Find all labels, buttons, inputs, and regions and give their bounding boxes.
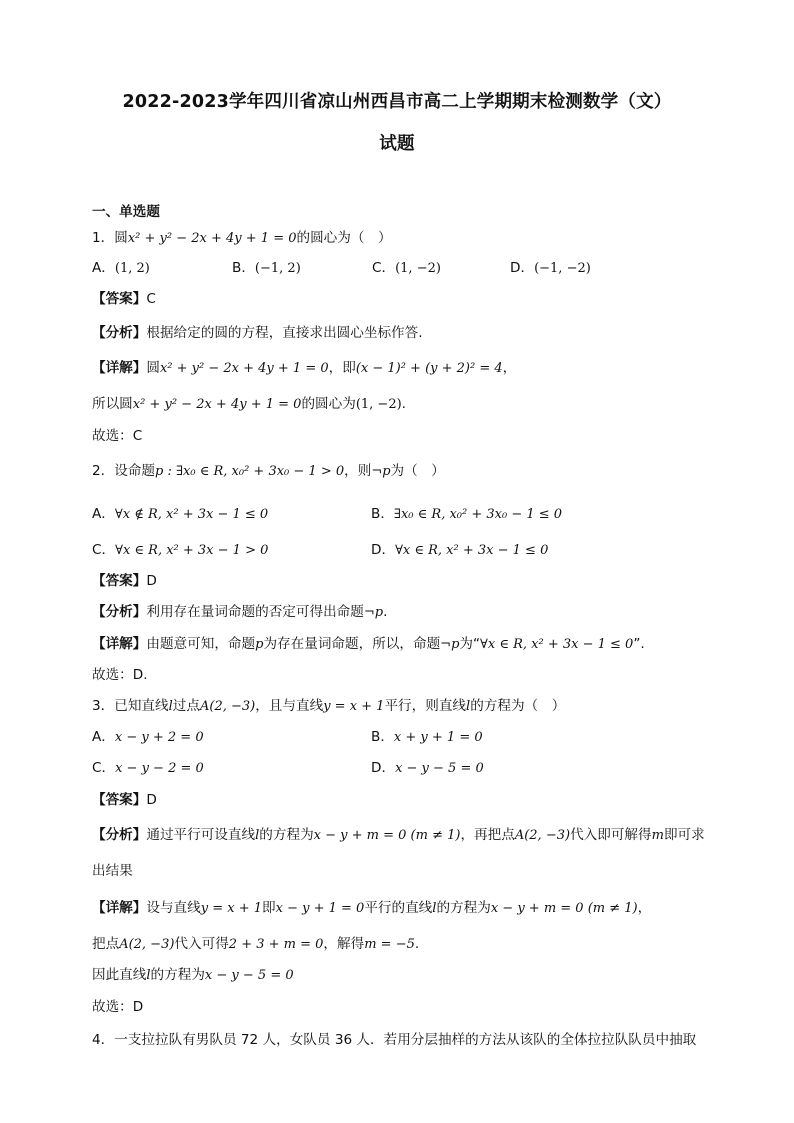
q3-detail-line3: 因此直线l的方程为x − y − 5 = 0 (92, 967, 294, 983)
q3-option-a: A．x − y + 2 = 0 (92, 729, 204, 745)
q3-option-b: B．x + y + 1 = 0 (371, 729, 483, 745)
q2-option-d: D．∀x ∈ R, x² + 3x − 1 ≤ 0 (371, 542, 549, 558)
q1-option-d: D．(−1, −2) (510, 260, 591, 276)
q2-conclusion: 故选：D. (92, 667, 148, 683)
q1-option-c: C．(1, −2) (372, 260, 441, 276)
q3-answer: 【答案】D (92, 792, 157, 808)
q3-analysis: 【分析】通过平行可设直线l的方程为x − y + m = 0 (m ≠ 1)，再把点A(2, −3)代入即可解得m即可求 (92, 827, 705, 843)
q1-detail-line2: 所以圆x² + y² − 2x + 4y + 1 = 0的圆心为(1, −2). (92, 396, 406, 412)
document-title: 2022-2023学年四川省凉山州西昌市高二上学期期末检测数学（文） (122, 92, 672, 112)
q2-analysis: 【分析】利用存在量词命题的否定可得出命题¬p. (92, 604, 388, 620)
q3-detail-line2: 把点A(2, −3)代入可得2 + 3 + m = 0，解得m = −5. (92, 936, 420, 952)
q1-conclusion: 故选：C (92, 428, 143, 444)
question-1-stem: 1．圆x² + y² − 2x + 4y + 1 = 0的圆心为（ ） (92, 230, 392, 246)
section-heading: 一、单选题 (92, 204, 160, 220)
q1-analysis: 【分析】根据给定的圆的方程，直接求出圆心坐标作答. (92, 325, 423, 341)
q3-conclusion: 故选：D (92, 999, 144, 1015)
q1-answer: 【答案】C (92, 291, 156, 307)
question-4-stem: 4．一支拉拉队有男队员 72 人，女队员 36 人．若用分层抽样的方法从该队的全体拉拉队队员中抽取 (92, 1032, 697, 1048)
q2-detail: 【详解】由题意可知，命题p为存在量词命题，所以，命题¬p为“∀x ∈ R, x² + 3x − 1 ≤ 0”. (92, 636, 645, 652)
q2-option-c: C．∀x ∈ R, x² + 3x − 1 > 0 (92, 542, 269, 558)
question-2-stem: 2．设命题p : ∃x₀ ∈ R, x₀² + 3x₀ − 1 > 0，则¬p为（ ） (92, 463, 445, 479)
q1-option-b: B．(−1, 2) (232, 260, 301, 276)
q3-option-c: C．x − y − 2 = 0 (92, 760, 204, 776)
document-title-continued: 试题 (379, 134, 415, 154)
q3-detail: 【详解】设与直线y = x + 1即x − y + 1 = 0平行的直线l的方程为x − y + m = 0 (m ≠ 1)， (92, 900, 652, 916)
q2-option-a: A．∀x ∉ R, x² + 3x − 1 ≤ 0 (92, 506, 269, 522)
q1-detail: 【详解】圆x² + y² − 2x + 4y + 1 = 0，即(x − 1)² + (y + 2)² = 4， (92, 360, 517, 376)
q3-analysis-line2: 出结果 (92, 863, 133, 879)
q2-answer: 【答案】D (92, 573, 157, 589)
q2-option-b: B．∃x₀ ∈ R, x₀² + 3x₀ − 1 ≤ 0 (371, 506, 563, 522)
q3-option-d: D．x − y − 5 = 0 (371, 760, 484, 776)
q1-option-a: A．(1, 2) (92, 260, 150, 276)
question-3-stem: 3．已知直线l过点A(2, −3)，且与直线y = x + 1平行，则直线l的方程为（ ） (92, 698, 566, 714)
